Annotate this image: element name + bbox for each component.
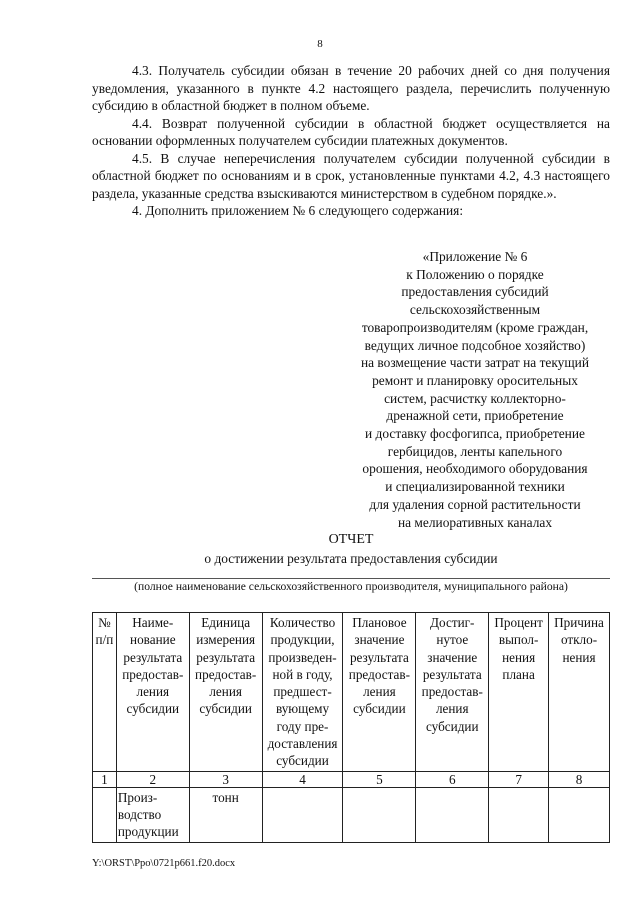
- appendix-line: сельскохозяйственным: [409, 302, 541, 318]
- appendix-line: предоставления субсидий: [401, 284, 549, 300]
- column-number: 4: [262, 771, 343, 787]
- header-line: ления: [435, 701, 469, 717]
- header-line: результата: [196, 649, 256, 665]
- paragraph-4-3: 4.3. Получатель субсидии обязан в течение 20 рабочих дней со дня получения уведомления, указанного в пункте 4.2 настоящего раздела, перечислить полученную субсидию в областной бюджет в полном объеме.: [92, 63, 610, 113]
- table-row: [93, 787, 610, 842]
- header-line: Количество: [269, 615, 336, 630]
- header-line: продукции,: [270, 632, 335, 648]
- appendix-line: гербицидов, ленты капельного: [387, 443, 563, 459]
- appendix-line: на возмещение части затрат на текущий: [360, 355, 590, 371]
- report-subtitle: о достижении результата предоставления субсидии: [204, 551, 498, 566]
- appendix-line: дренажной сети, приобретение: [386, 408, 564, 424]
- paragraph-4-5: 4.5. В случае неперечисления получателем субсидии полученной субсидии в областной бюджет по основаниям и в срок, установленные пунктами 4.2, 4.3 настоящего раздела, указанные средства взыскиваются министерством в судебном порядке.».: [92, 150, 610, 201]
- header-line: вующему: [275, 701, 330, 717]
- paragraph-4-4: 4.4. Возврат полученной субсидии в областной бюджет осуществляется на основании оформленных получателем субсидии платежных документов.: [92, 115, 610, 148]
- header-line: выпол-: [498, 632, 539, 648]
- column-number-row: [93, 771, 610, 787]
- cell-deviation-reason: [549, 787, 610, 842]
- header-line: доставления: [267, 736, 338, 752]
- header-cell-achieved-value: [416, 613, 489, 772]
- header-line: результата: [123, 649, 183, 665]
- fill-in-caption: (полное наименование сельскохозяйственного производителя, муниципального района): [134, 580, 568, 593]
- appendix-line: систем, расчистку коллекторно-: [384, 390, 566, 406]
- column-number: 3: [189, 771, 262, 787]
- header-line: предостав-: [122, 666, 184, 682]
- cell-line: водство: [117, 806, 162, 822]
- header-line: субсидии: [276, 753, 329, 769]
- appendix-heading: [340, 248, 610, 531]
- column-number: 2: [116, 771, 189, 787]
- header-cell-result-name: [116, 613, 189, 772]
- header-line: произведен-: [268, 649, 337, 665]
- header-cell-planned-value: [343, 613, 416, 772]
- header-line: №: [98, 615, 111, 630]
- header-line: ления: [136, 684, 170, 700]
- header-line: нование: [130, 632, 176, 648]
- header-cell-deviation-reason: [549, 613, 610, 772]
- cell-line: продукции: [117, 824, 179, 840]
- header-line: откло-: [560, 632, 598, 648]
- header-line: значение: [354, 632, 405, 648]
- cell-unit: тонн: [189, 787, 262, 842]
- header-line: ления: [209, 684, 242, 700]
- column-number: 5: [343, 771, 416, 787]
- header-line: п/п: [95, 632, 114, 648]
- appendix-line: для удаления сорной растительности: [369, 496, 581, 512]
- header-line: предшест-: [273, 684, 332, 700]
- header-line: нутое: [436, 632, 469, 648]
- column-number: 1: [93, 771, 117, 787]
- header-row: [93, 613, 610, 772]
- appendix-line: на мелиоративных каналах: [397, 514, 553, 530]
- header-line: нения: [502, 649, 536, 665]
- header-cell-unit: [189, 613, 262, 772]
- header-line: субсидии: [199, 701, 252, 717]
- header-line: значение: [427, 649, 478, 665]
- header-line: Единица: [201, 615, 251, 630]
- cell-percent-plan: [489, 787, 549, 842]
- paragraph-4: 4. Дополнить приложением № 6 следующего содержания:: [132, 203, 464, 218]
- fill-in-line: [92, 578, 610, 579]
- cell-previous-year-quantity: [262, 787, 343, 842]
- header-line: субсидии: [425, 718, 479, 734]
- header-cell-previous-year-quantity: [262, 613, 343, 772]
- header-line: Причина: [554, 615, 604, 630]
- header-line: результата: [422, 666, 482, 682]
- header-line: плана: [502, 666, 535, 682]
- appendix-line: и доставку фосфогипса, приобретение: [365, 426, 585, 442]
- header-cell-percent-plan: [489, 613, 549, 772]
- appendix-line: орошения, необходимого оборудования: [362, 461, 588, 477]
- appendix-line: ведущих личное подсобное хозяйство): [364, 337, 586, 353]
- report-title: ОТЧЕТ: [328, 532, 374, 547]
- cell-number: [93, 787, 117, 842]
- header-line: измерения: [196, 632, 256, 648]
- header-line: предостав-: [421, 684, 483, 700]
- header-line: году пре-: [276, 718, 329, 734]
- header-cell-number: [93, 613, 117, 772]
- appendix-line: ремонт и планировку оросительных: [372, 372, 578, 388]
- header-line: ной в году,: [272, 666, 333, 682]
- file-path-footer: Y:\ORST\Ppo\0721p661.f20.docx: [92, 858, 236, 869]
- column-number: 8: [549, 771, 610, 787]
- appendix-line: к Положению о порядке: [406, 266, 544, 282]
- header-line: субсидии: [353, 701, 406, 717]
- cell-result-name: [116, 787, 189, 842]
- body-text: [92, 62, 610, 220]
- cell-achieved-value: [416, 787, 489, 842]
- appendix-line: «Приложение № 6: [422, 249, 528, 264]
- appendix-line: товаропроизводителям (кроме граждан,: [361, 319, 589, 335]
- header-line: Наиме-: [132, 615, 174, 630]
- header-line: Достиг-: [430, 615, 475, 630]
- header-line: предостав-: [195, 666, 257, 682]
- header-line: субсидии: [126, 701, 180, 717]
- header-line: предостав-: [348, 666, 410, 682]
- column-number: 6: [416, 771, 489, 787]
- header-line: Плановое: [352, 615, 407, 630]
- cell-line: Произ-: [117, 789, 158, 805]
- cell-planned-value: [343, 787, 416, 842]
- header-line: результата: [349, 649, 409, 665]
- report-table: [92, 612, 610, 843]
- header-line: ления: [363, 684, 396, 700]
- header-line: Процент: [494, 615, 543, 630]
- page-number: 8: [317, 38, 323, 50]
- column-number: 7: [489, 771, 549, 787]
- header-line: нения: [562, 649, 596, 665]
- appendix-line: и специализированной техники: [385, 479, 565, 495]
